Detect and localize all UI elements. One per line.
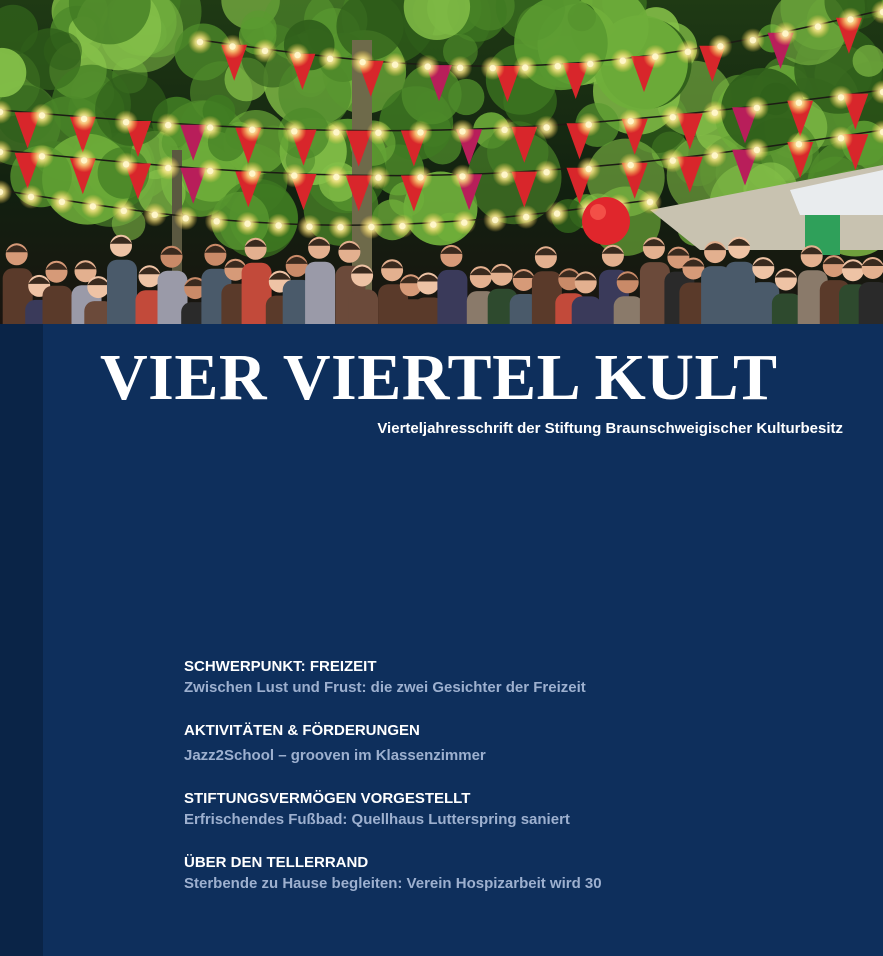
light-bulb	[501, 127, 507, 133]
light-bulb	[670, 157, 676, 163]
toc-description: Erfrischendes Fußbad: Quellhaus Lutterspring saniert	[184, 811, 570, 828]
cover-spine	[0, 324, 43, 956]
light-bulb	[712, 152, 718, 158]
magazine-subtitle: Vierteljahresschrift der Stiftung Braunschweigischer Kulturbesitz	[377, 420, 843, 437]
person-body	[859, 282, 883, 324]
toc-item	[184, 852, 824, 894]
light-bulb	[459, 173, 465, 179]
light-bulb	[165, 165, 171, 171]
toc-description: Jazz2School – grooven im Klassenzimmer	[184, 747, 486, 764]
light-bulb	[523, 214, 529, 220]
leaf-cluster	[44, 32, 82, 70]
light-bulb	[306, 224, 312, 230]
light-bulb	[815, 23, 821, 29]
light-bulb	[459, 128, 465, 134]
light-bulb	[628, 162, 634, 168]
light-bulb	[359, 59, 365, 65]
light-bulb	[207, 124, 213, 130]
light-bulb	[628, 118, 634, 124]
light-bulb	[39, 112, 45, 118]
light-bulb	[620, 58, 626, 64]
light-bulb	[121, 208, 127, 214]
light-bulb	[249, 127, 255, 133]
light-bulb	[685, 49, 691, 55]
light-bulb	[249, 170, 255, 176]
light-bulb	[333, 174, 339, 180]
light-bulb	[796, 141, 802, 147]
light-bulb	[782, 30, 788, 36]
toc-heading: STIFTUNGSVERMÖGEN VORGESTELLT	[184, 790, 471, 807]
light-bulb	[838, 135, 844, 141]
light-bulb	[754, 105, 760, 111]
light-bulb	[750, 37, 756, 43]
festival-photo	[0, 0, 883, 324]
person-body	[572, 296, 602, 324]
light-bulb	[417, 129, 423, 135]
light-bulb	[399, 223, 405, 229]
person-body	[305, 262, 335, 324]
toc-description: Sterbende zu Hause begleiten: Verein Hospizarbeit wird 30	[184, 875, 602, 892]
toc-item	[184, 720, 824, 766]
light-bulb	[81, 157, 87, 163]
light-bulb	[461, 219, 467, 225]
light-bulb	[670, 114, 676, 120]
light-bulb	[262, 48, 268, 54]
light-bulb	[229, 43, 235, 49]
person-body	[437, 270, 467, 324]
light-bulb	[333, 129, 339, 135]
light-bulb	[123, 119, 129, 125]
light-bulb	[555, 63, 561, 69]
toc-heading: ÜBER DEN TELLERRAND	[184, 854, 369, 871]
light-bulb	[375, 174, 381, 180]
light-bulb	[457, 65, 463, 71]
light-bulb	[327, 56, 333, 62]
light-bulb	[275, 222, 281, 228]
table-of-contents	[184, 656, 824, 908]
light-bulb	[647, 199, 653, 205]
person-body	[614, 296, 644, 324]
light-bulb	[543, 169, 549, 175]
light-bulb	[838, 94, 844, 100]
magazine-title: VIER VIERTEL KULT	[100, 341, 778, 414]
light-bulb	[59, 199, 65, 205]
light-bulb	[392, 61, 398, 67]
light-bulb	[586, 166, 592, 172]
light-bulb	[337, 224, 343, 230]
light-bulb	[28, 194, 34, 200]
light-bulb	[368, 224, 374, 230]
light-bulb	[294, 52, 300, 58]
toc-heading: AKTIVITÄTEN & FÖRDERUNGEN	[184, 722, 420, 739]
light-bulb	[652, 53, 658, 59]
toc-item	[184, 788, 824, 830]
lantern-highlight	[590, 204, 606, 220]
light-bulb	[430, 221, 436, 227]
light-bulb	[712, 110, 718, 116]
light-bulb	[214, 218, 220, 224]
light-bulb	[586, 121, 592, 127]
light-bulb	[244, 221, 250, 227]
cover-photo	[0, 0, 883, 324]
light-bulb	[543, 124, 549, 130]
light-bulb	[197, 39, 203, 45]
light-bulb	[587, 61, 593, 67]
light-bulb	[291, 172, 297, 178]
light-bulb	[183, 215, 189, 221]
person-body	[107, 260, 137, 324]
light-bulb	[123, 161, 129, 167]
light-bulb	[490, 65, 496, 71]
light-bulb	[291, 128, 297, 134]
light-bulb	[39, 153, 45, 159]
light-bulb	[165, 122, 171, 128]
person-body	[772, 294, 802, 325]
person-body	[43, 286, 73, 324]
toc-description: Zwischen Lust und Frust: die zwei Gesichter der Freizeit	[184, 679, 586, 696]
toc-item	[184, 656, 824, 698]
red-lantern	[582, 197, 630, 245]
light-bulb	[207, 168, 213, 174]
light-bulb	[522, 64, 528, 70]
light-bulb	[375, 130, 381, 136]
person-body	[348, 290, 378, 325]
light-bulb	[90, 203, 96, 209]
light-bulb	[717, 43, 723, 49]
light-bulb	[152, 212, 158, 218]
light-bulb	[425, 63, 431, 69]
light-bulb	[417, 174, 423, 180]
light-bulb	[81, 116, 87, 122]
light-bulb	[754, 147, 760, 153]
light-bulb	[501, 172, 507, 178]
light-bulb	[492, 217, 498, 223]
light-bulb	[796, 100, 802, 106]
light-bulb	[554, 210, 560, 216]
light-bulb	[847, 16, 853, 22]
toc-heading: SCHWERPUNKT: FREIZEIT	[184, 658, 377, 675]
